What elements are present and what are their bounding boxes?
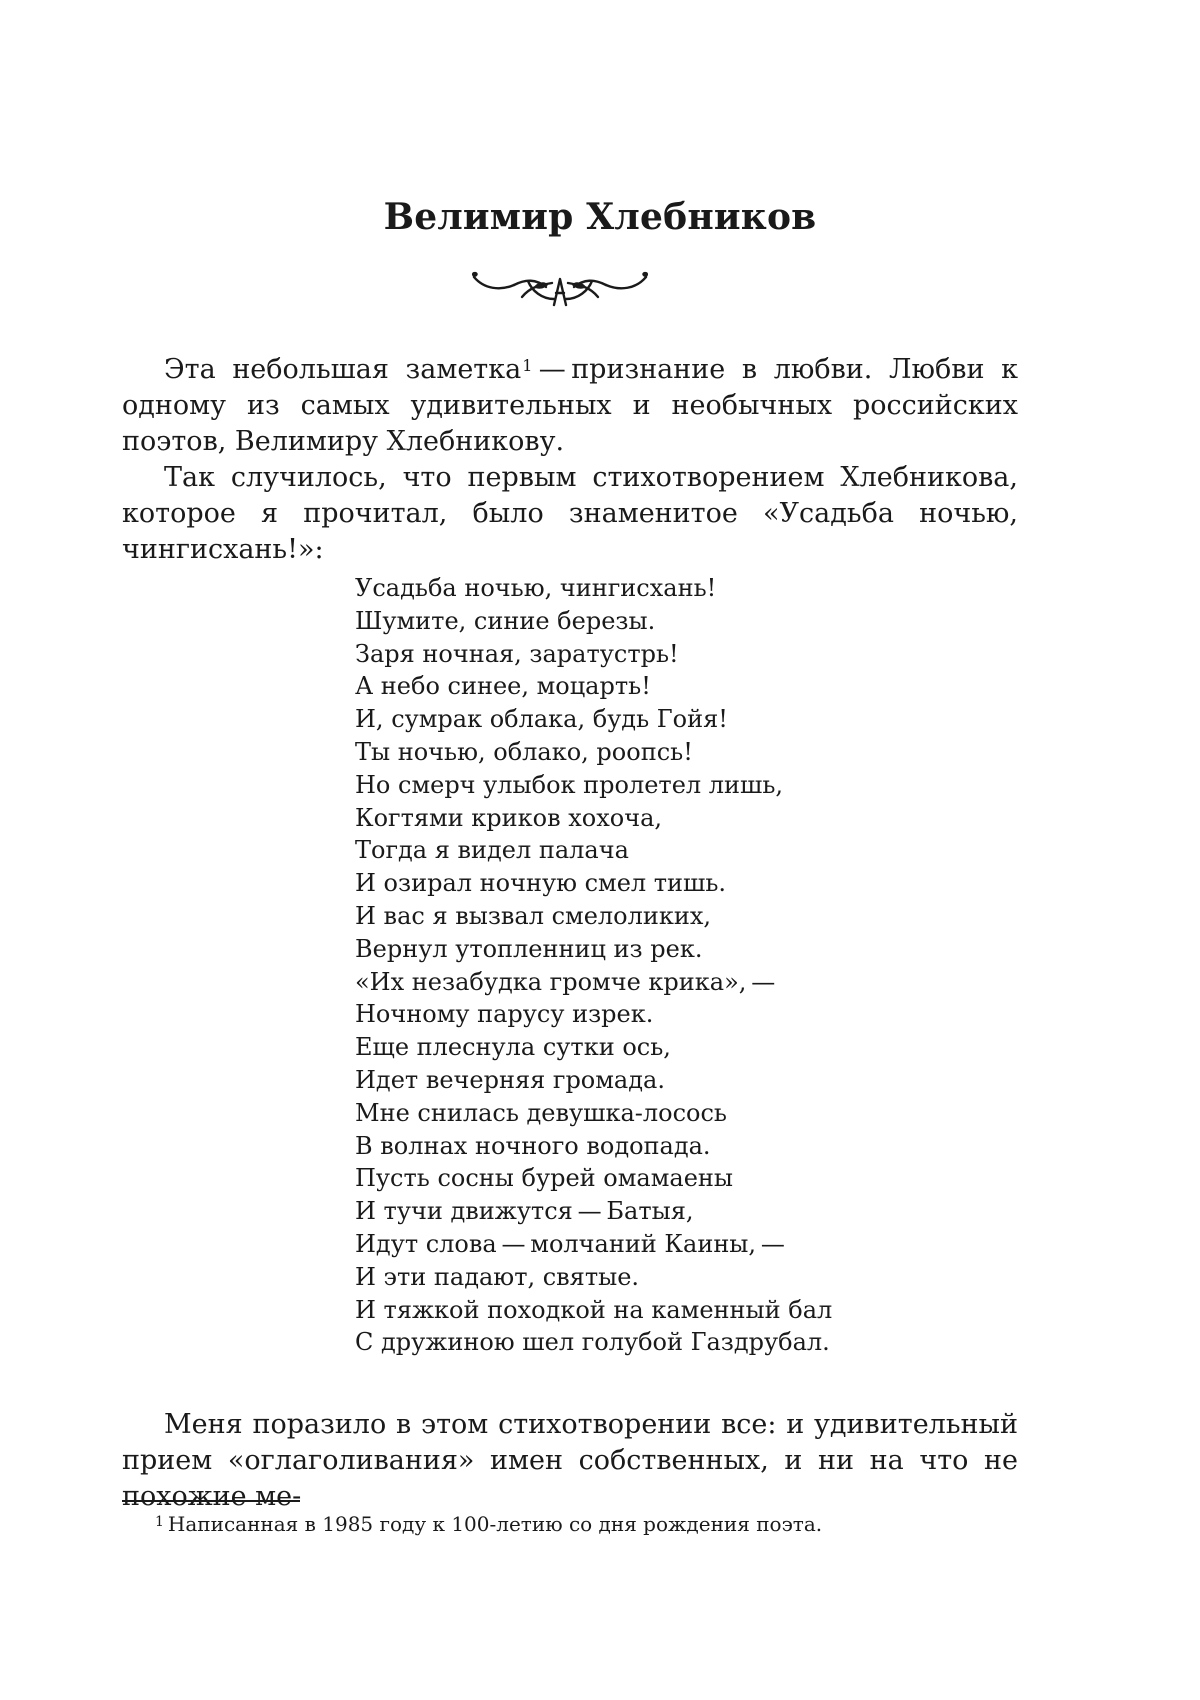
poem-line: Мне снилась девушка-лосось [355,1098,727,1127]
poem-line: Заря ночная, заратустрь! [355,639,679,668]
floral-divider-icon [470,265,650,315]
poem-line: Пусть сосны бурей омамаены [355,1164,733,1193]
outro-text [122,1407,1018,1515]
footnote [155,1510,822,1538]
intro-paragraph-1: Эта небольшая заметка$^1$ — признание в любви. Любви к одному из самых удивительных и необычных российских поэтов, Велимиру Хлебникову. [122,354,1018,457]
poem-line: Шумите, синие березы. [355,606,656,635]
poem-line: В волнах ночного водопада. [355,1131,711,1160]
intro-paragraph-2: Так случилось, что первым стихотворением Хлебникова, которое я прочитал, было знаменитое «Усадьба ночью, чингисхань!»: [122,462,1018,565]
poem-line: И, сумрак облака, будь Гойя! [355,705,728,734]
chapter-title: Велимир Хлебников [383,196,817,238]
poem-line: И тяжкой походкой на каменный бал [355,1295,833,1324]
poem-block [355,572,832,1359]
poem-line: Еще плеснула сутки ось, [355,1033,671,1062]
outro-paragraph: Меня поразило в этом стихотворении все: и удивительный прием «оглаголивания» имен собственных, и ни на что не похожие ме- [122,1409,1018,1512]
poem-line: Но смерч улыбок пролетел лишь, [355,770,784,799]
poem-line: А небо синее, моцарть! [355,672,651,701]
poem-line: Усадьба ночью, чингисхань! [355,574,717,602]
poem-line: С дружиною шел голубой Газдрубал. [355,1328,830,1357]
footnote-reference[interactable]: 1 [522,356,533,375]
intro-text [122,352,1018,568]
poem-line: Идет вечерняя громада. [355,1065,665,1094]
poem-line: Идут слова — молчаний Каины, — [355,1229,785,1258]
poem-line: «Их незабудка громче крика», — [355,967,776,996]
footnote-text: Написанная в 1985 году к 100-летию со дня рождения поэта. [167,1512,823,1536]
poem-line: И эти падают, святые. [355,1262,640,1291]
poem-line: И вас я вызвал смелоликих, [355,901,712,930]
poem-line: Тогда я видел палача [355,836,629,865]
poem-line: И тучи движутся — Батыя, [355,1197,694,1226]
poem-line: И озирал ночную смел тишь. [355,869,727,898]
footnote-separator [122,1500,300,1502]
poem-line: Вернул утопленниц из рек. [355,934,703,963]
footnote-number: 1 [155,1514,164,1530]
poem-line: Ночному парусу изрек. [355,1000,654,1029]
poem-line: Ты ночью, облако, роопсь! [355,737,693,766]
poem-line: Когтями криков хохоча, [355,803,663,832]
